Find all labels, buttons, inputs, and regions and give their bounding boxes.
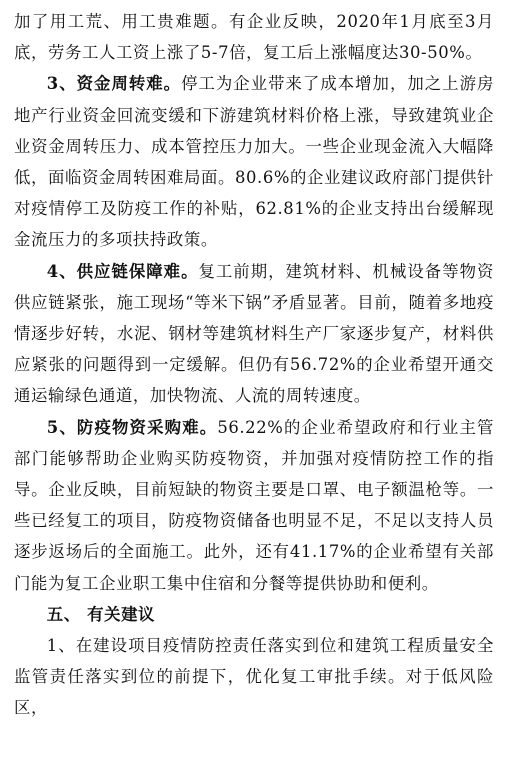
paragraph-capital-turnover — [14, 68, 494, 255]
paragraph-lead: 3、资金周转难。 — [46, 74, 182, 94]
paragraph-text: 56.22%的企业希望政府和行业主管部门能够帮助企业购买防疫物资，并加强对疫情防控工作的指导。企业反映，目前短缺的物资主要是口罩、电子额温枪等。一些已经复工的项目，防疫物资储备也明显不足，不足以支持人员逐步返场后的全面施工。此外，还有41.17%的企业希望有关部门能为复工企业职工集中住宿和分餐等提供协助和便利。 — [14, 417, 495, 593]
paragraph-labor-costs — [14, 6, 494, 68]
paragraph-text: 复工前期，建筑材料、机械设备等物资供应链紧张，施工现场“等米下锅”矛盾显著。目前，随着多地疫情逐步好转，水泥、钢材等建筑材料生产厂家逐步复产，材料供应紧张的问题得到一定缓解。但仍有56.72%的企业希望开通交通运输绿色通道，加快物流、人流的周转速度。 — [14, 261, 494, 406]
paragraph-lead: 5、防疫物资采购难。 — [46, 417, 218, 437]
paragraph-supply-chain — [14, 256, 494, 412]
section-heading: 五、 有关建议 — [46, 604, 156, 624]
paragraph-lead: 4、供应链保障难。 — [46, 261, 199, 281]
paragraph-text: 1、在建设项目疫情防控责任落实到位和建筑工程质量安全监管责任落实到位的前提下，优化复工审批手续。对于低风险区， — [14, 636, 494, 718]
paragraph-recommendation-1 — [14, 630, 494, 724]
paragraph-text: 加了用工荒、用工贵难题。有企业反映，2020年1月底至3月底，劳务工人工资上涨了5-7倍，复工后上涨幅度达30-50%。 — [14, 12, 494, 63]
paragraph-text: 停工为企业带来了成本增加，加之上游房地产行业资金回流变缓和下游建筑材料价格上涨，导致建筑业企业资金周转压力、成本管控压力加大。一些企业现金流入大幅降低，面临资金周转困难局面。80.6%的企业建议政府部门提供针对疫情停工及防疫工作的补贴，62.81%的企业支持出台缓解现金流压力的多项扶持政策。 — [14, 74, 494, 250]
paragraph-epidemic-supplies — [14, 412, 494, 599]
